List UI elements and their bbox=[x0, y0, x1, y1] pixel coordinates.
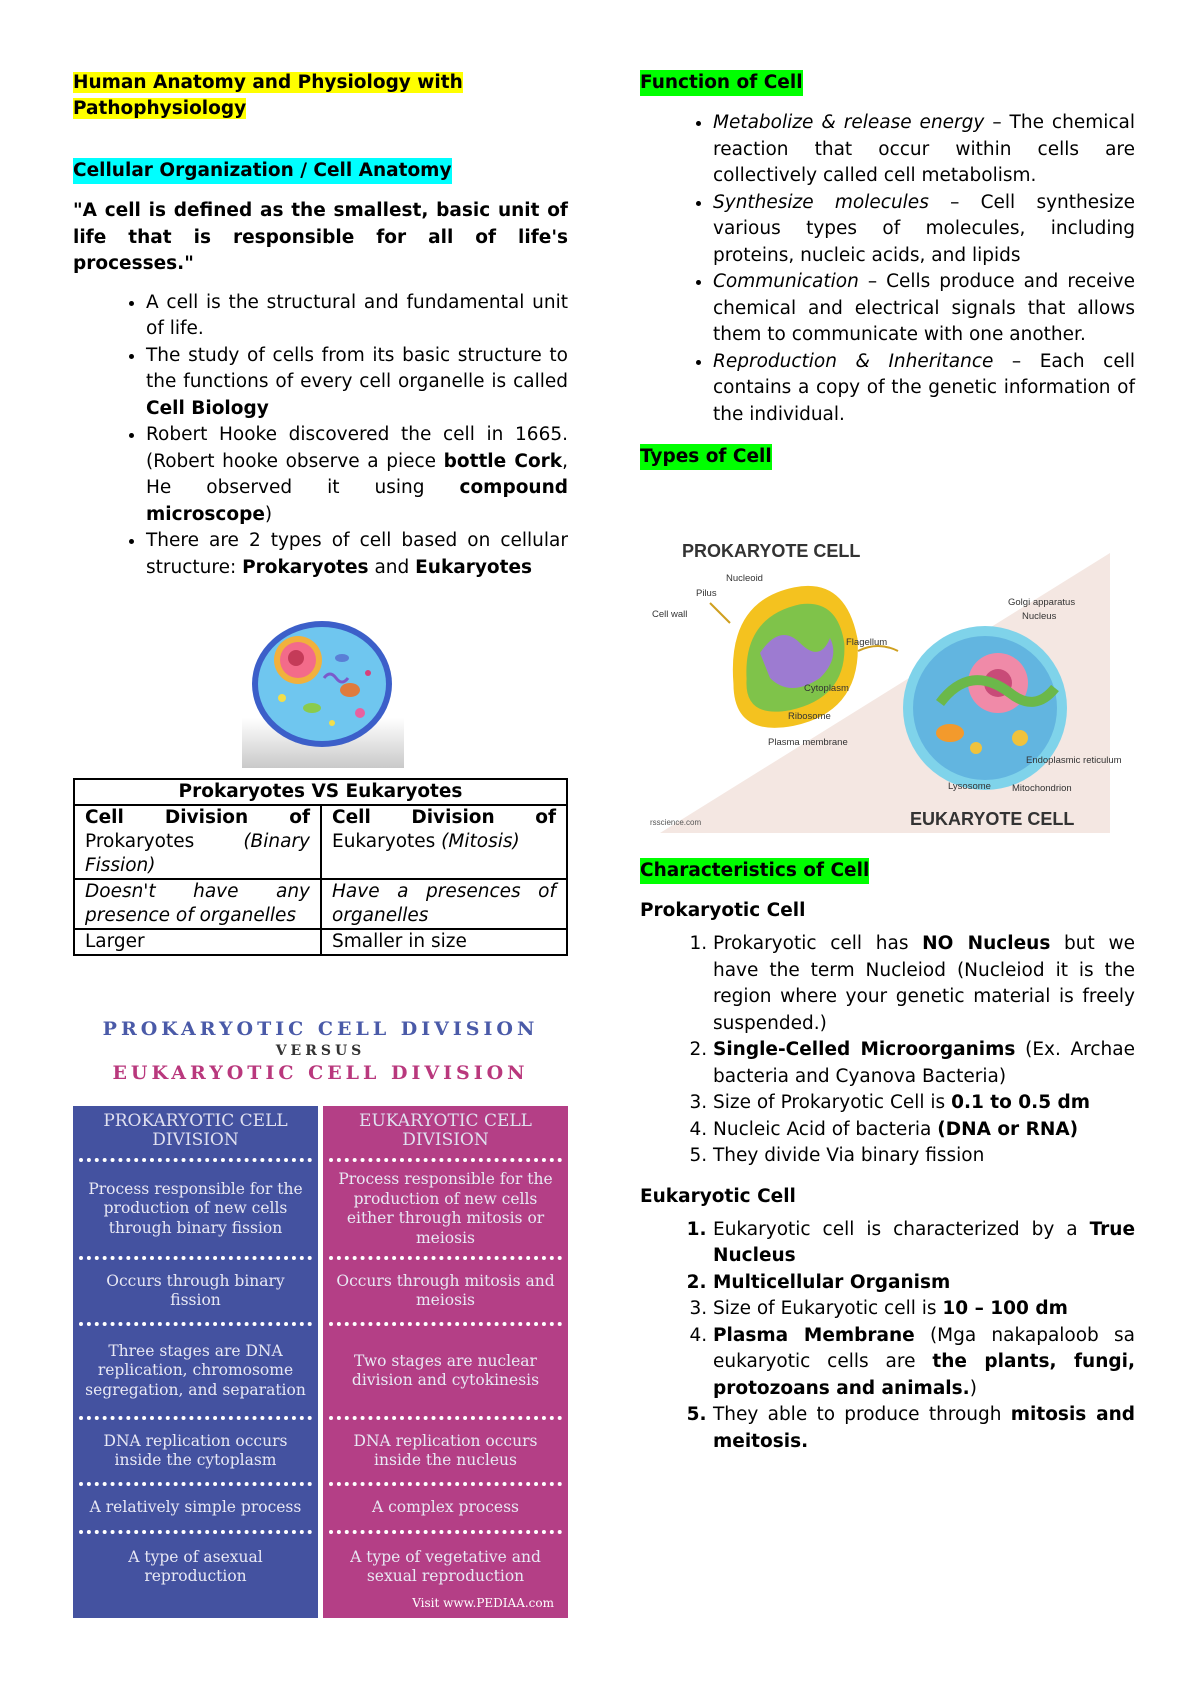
list-item-bold: the plants, fungi, protozoans and animals. bbox=[713, 1351, 1135, 1399]
list-item-text: Nucleic Acid of bacteria bbox=[713, 1118, 938, 1140]
list-item-text: There are 2 types of cell based on cellular structure: bbox=[146, 530, 568, 578]
diagram-label: Nucleus bbox=[1022, 611, 1057, 622]
list-item-text: ) bbox=[969, 1377, 977, 1399]
list-item-text: (Mga nakapaloob sa eukaryotic cells are bbox=[713, 1324, 1135, 1372]
list-item-bold: Prokaryotes bbox=[242, 556, 369, 578]
list-item-text: – Cells produce and receive chemical and electrical signals that allows them to communicate with one another. bbox=[713, 271, 1135, 345]
right-column bbox=[640, 70, 1135, 470]
diagram-label: Ribosome bbox=[788, 711, 831, 722]
list-item: Process responsible for the production of new cells through binary fission bbox=[88, 1179, 303, 1237]
list-item-text: Size of Prokaryotic Cell is bbox=[713, 1092, 952, 1113]
list-item bbox=[713, 1117, 1135, 1144]
cell-text: Prokaryotes bbox=[85, 831, 244, 852]
animal-cell-illustration bbox=[242, 618, 404, 768]
list-item: Three stages are DNA replication, chromosome segregation, and separation bbox=[85, 1341, 306, 1399]
list-item bbox=[713, 1270, 1135, 1297]
list-item bbox=[713, 349, 1135, 429]
cell-italic: (Binary Fission) bbox=[85, 831, 310, 876]
divider bbox=[329, 1322, 562, 1326]
divider bbox=[79, 1158, 312, 1162]
cell-facts-list bbox=[73, 290, 568, 582]
table-row bbox=[74, 929, 567, 955]
list-item bbox=[713, 1323, 1135, 1403]
list-item-term: Metabolize & release energy bbox=[713, 112, 985, 133]
list-item-text: – The chemical reaction that occur within cells are collectively called cell metabolism. bbox=[713, 112, 1136, 186]
list-item-text: Eukaryotic cell is characterized by a bbox=[713, 1218, 1090, 1240]
table-row bbox=[74, 879, 567, 929]
list-item bbox=[713, 931, 1135, 1037]
eukaryotic-characteristics-list bbox=[640, 1217, 1135, 1456]
document-title bbox=[73, 70, 568, 122]
cell-text: Eukaryotes bbox=[332, 831, 442, 852]
divider bbox=[79, 1530, 312, 1534]
list-item bbox=[146, 422, 568, 528]
list-item-bold: 0.1 to 0.5 dm bbox=[951, 1092, 1091, 1113]
cell-bold: Cell Division of bbox=[332, 807, 556, 828]
divider bbox=[79, 1482, 312, 1486]
list-item-text: They able to produce through bbox=[713, 1404, 1011, 1425]
list-item-bold: True Nucleus bbox=[713, 1218, 1135, 1266]
list-item-bold: Plasma Membrane bbox=[713, 1324, 915, 1346]
table-cell: Doesn't have any presence of organelles bbox=[74, 879, 321, 929]
divider bbox=[329, 1416, 562, 1420]
list-item bbox=[146, 290, 568, 343]
diagram-label: Mitochondrion bbox=[1012, 783, 1072, 794]
prokaryotic-cell-heading: Prokaryotic Cell bbox=[640, 900, 806, 921]
list-item-text: (Ex. Archae bacteria and Cyanova Bacteria) bbox=[713, 1039, 1135, 1087]
diagram-credit: rsscience.com bbox=[650, 818, 702, 827]
prokaryote-eukaryote-table-wrap bbox=[73, 778, 568, 956]
list-item bbox=[713, 1296, 1135, 1323]
diagram-label: Pilus bbox=[696, 588, 717, 599]
left-column bbox=[73, 70, 568, 581]
list-item bbox=[713, 1143, 1135, 1170]
divider bbox=[329, 1530, 562, 1534]
table-cell: Smaller in size bbox=[321, 929, 567, 955]
list-item-bold: Single-Celled Microorganims bbox=[713, 1039, 1016, 1060]
list-item bbox=[146, 343, 568, 423]
list-item-text: Robert Hooke discovered the cell in 1665. (Robert hooke observe a piece bbox=[146, 424, 568, 472]
list-item: A complex process bbox=[372, 1498, 519, 1517]
infographic-title-3: EUKARYOTIC CELL DIVISION bbox=[112, 1062, 529, 1084]
table-cell bbox=[74, 805, 321, 879]
list-item: A type of vegetative and sexual reproduction bbox=[350, 1547, 541, 1585]
list-item-bold: (DNA or RNA) bbox=[937, 1118, 1079, 1140]
diagram-label: Cell wall bbox=[652, 609, 688, 620]
list-item-bold: NO Nucleus bbox=[922, 933, 1051, 954]
diagram-label: Lysosome bbox=[948, 781, 991, 792]
list-item-text: and bbox=[368, 556, 416, 578]
list-item-text: Prokaryotic cell has bbox=[713, 933, 923, 954]
diagram-label: Endoplasmic reticulum bbox=[1026, 755, 1122, 766]
list-item-text: ) bbox=[264, 503, 273, 525]
table-cell: Have a presences of organelles bbox=[321, 879, 567, 929]
diagram-label: Plasma membrane bbox=[768, 737, 848, 748]
infographic-title-1: PROKARYOTIC CELL DIVISION bbox=[102, 1018, 539, 1040]
title-line-2: Pathophysiology bbox=[73, 98, 247, 119]
prokaryotic-column bbox=[73, 1106, 318, 1618]
eukaryotic-column-header: EUKARYOTIC CELL DIVISION bbox=[359, 1110, 532, 1150]
prokaryote-eukaryote-diagram bbox=[640, 533, 1135, 845]
list-item-bold: Multicellular Organism bbox=[713, 1271, 951, 1293]
list-item bbox=[713, 1090, 1135, 1117]
function-list bbox=[640, 110, 1135, 428]
list-item-term: Synthesize molecules bbox=[713, 191, 929, 213]
list-item: Occurs through mitosis and meiosis bbox=[336, 1271, 555, 1309]
list-item: A type of asexual reproduction bbox=[128, 1547, 263, 1585]
list-item: A relatively simple process bbox=[89, 1498, 302, 1517]
list-item bbox=[713, 110, 1135, 190]
diagram-label: Nucleoid bbox=[726, 573, 763, 584]
prokaryotic-column-header: PROKARYOTIC CELL DIVISION bbox=[103, 1110, 288, 1150]
table-row bbox=[74, 805, 567, 879]
divider bbox=[79, 1416, 312, 1420]
list-item bbox=[713, 269, 1135, 349]
cell-definition-quote: "A cell is defined as the smallest, basic unit of life that is responsible for all of life's processes." bbox=[73, 200, 568, 274]
list-item-bold: Eukaryotes bbox=[415, 556, 533, 578]
cell-division-comparison-infographic bbox=[73, 1018, 568, 1618]
title-line-1: Human Anatomy and Physiology with bbox=[73, 72, 463, 93]
list-item-bold: bottle Cork bbox=[443, 450, 563, 472]
table-title: Prokaryotes VS Eukaryotes bbox=[74, 779, 567, 805]
eukaryotic-column bbox=[323, 1106, 568, 1618]
list-item-text: , He observed it using bbox=[146, 450, 568, 498]
characteristics-section bbox=[640, 858, 1135, 1455]
infographic-grid bbox=[73, 1106, 568, 1618]
list-item-term: Communication bbox=[713, 271, 859, 292]
cell-italic: (Mitosis) bbox=[441, 831, 520, 852]
diagram-label: Flagellum bbox=[846, 637, 888, 648]
list-item-bold: Cell Biology bbox=[146, 397, 269, 419]
list-item-text: but we have the term Nucleiod (Nucleiod it is the region where your genetic material is freely suspended.) bbox=[713, 933, 1135, 1034]
list-item bbox=[713, 190, 1135, 270]
list-item-text: Size of Eukaryotic cell is bbox=[713, 1298, 943, 1319]
section-heading-types: Types of Cell bbox=[640, 444, 772, 470]
table-cell: Larger bbox=[74, 929, 321, 955]
list-item: Process responsible for the production of new cells either through mitosis or meiosis bbox=[338, 1170, 553, 1247]
eukaryotic-cell-heading: Eukaryotic Cell bbox=[640, 1185, 796, 1207]
list-item-text: They divide Via binary fission bbox=[713, 1145, 985, 1166]
section-heading-cell-anatomy: Cellular Organization / Cell Anatomy bbox=[73, 158, 452, 184]
list-item: DNA replication occurs inside the cytoplasm bbox=[103, 1431, 288, 1469]
list-item: Two stages are nuclear division and cytokinesis bbox=[351, 1351, 540, 1389]
cell-bold: Cell Division of bbox=[85, 807, 310, 828]
list-item: DNA replication occurs inside the nucleus bbox=[353, 1431, 538, 1469]
divider bbox=[329, 1482, 562, 1486]
diagram-label: Golgi apparatus bbox=[1008, 597, 1076, 608]
list-item bbox=[146, 528, 568, 581]
divider bbox=[79, 1256, 312, 1260]
divider bbox=[329, 1158, 562, 1162]
table-cell bbox=[321, 805, 567, 879]
infographic-title-2: VERSUS bbox=[275, 1043, 366, 1059]
section-heading-characteristics: Characteristics of Cell bbox=[640, 858, 869, 884]
diagram-title-prokaryote: PROKARYOTE CELL bbox=[682, 541, 861, 561]
list-item bbox=[713, 1037, 1135, 1090]
prokaryotic-characteristics-list bbox=[640, 931, 1135, 1170]
list-item bbox=[713, 1402, 1135, 1455]
list-item-term: Reproduction & Inheritance bbox=[713, 350, 994, 372]
list-item-text: – Each cell contains a copy of the genetic information of the individual. bbox=[713, 350, 1135, 425]
list-item bbox=[713, 1217, 1135, 1270]
list-item-bold: 10 – 100 dm bbox=[942, 1298, 1068, 1319]
list-item-text: The study of cells from its basic structure to the functions of every cell organelle is called bbox=[146, 344, 568, 392]
diagram-title-eukaryote: EUKARYOTE CELL bbox=[910, 809, 1075, 829]
diagram-label: Cytoplasm bbox=[804, 683, 849, 694]
list-item: Occurs through binary fission bbox=[106, 1271, 285, 1309]
prokaryote-eukaryote-table bbox=[73, 778, 568, 956]
source-credit: Visit www.PEDIAA.com bbox=[412, 1596, 554, 1610]
list-item-text: A cell is the structural and fundamental unit of life. bbox=[146, 291, 568, 339]
list-item-bold: compound microscope bbox=[146, 477, 568, 525]
divider bbox=[79, 1322, 312, 1326]
divider bbox=[329, 1256, 562, 1260]
list-item-text: – Cell synthesize various types of molecules, including proteins, nucleic acids, and lipids bbox=[713, 191, 1136, 266]
list-item-bold: mitosis and meitosis. bbox=[713, 1404, 1136, 1452]
section-heading-function: Function of Cell bbox=[640, 70, 803, 96]
